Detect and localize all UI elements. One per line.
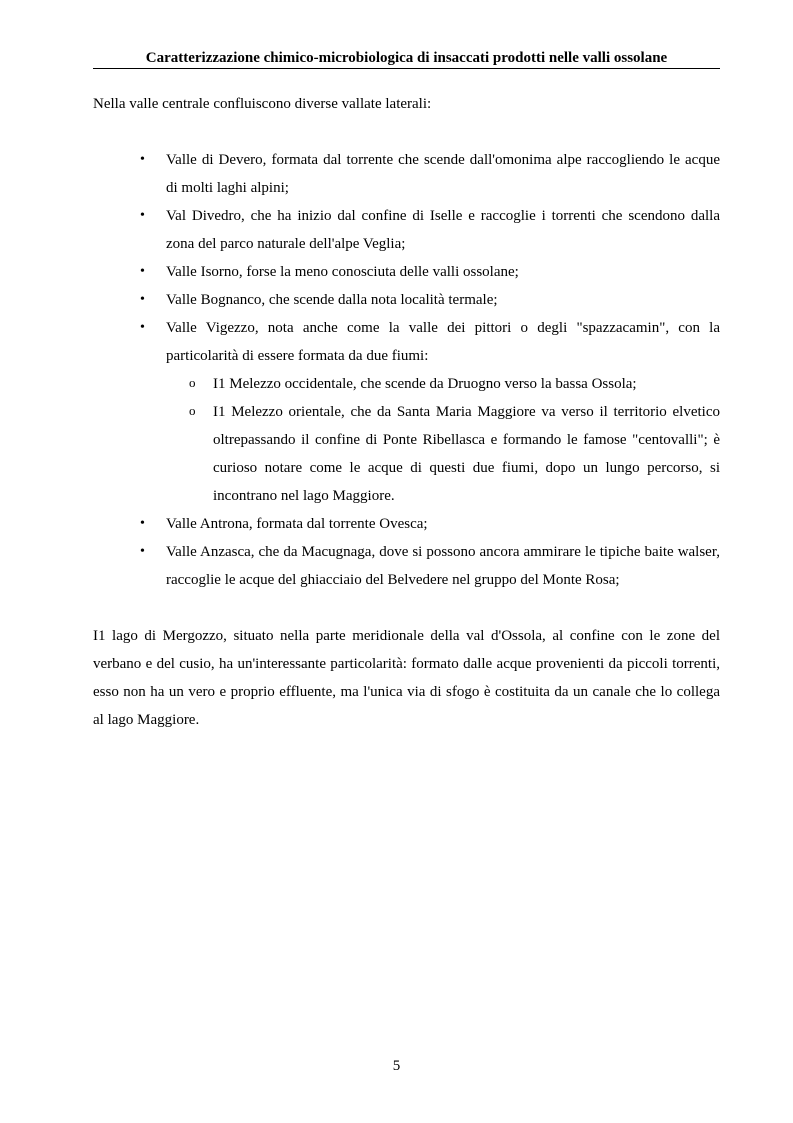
circle-bullet-icon: o xyxy=(189,375,196,390)
list-item-text: Valle Antrona, formata dal torrente Ovesca; xyxy=(166,516,428,532)
bullet-icon: • xyxy=(140,152,145,167)
list-item xyxy=(93,146,720,202)
list-item-text: Valle Vigezzo, nota anche come la valle dei pittori o degli "spazzacamin", con la particolarità di essere formata da due fiumi: xyxy=(166,320,720,364)
intro-paragraph: Nella valle centrale confluiscono diverse vallate laterali: xyxy=(93,96,432,112)
bullet-icon: • xyxy=(140,320,145,335)
bullet-icon: • xyxy=(140,264,145,279)
list-item-text: Val Divedro, che ha inizio dal confine di Iselle e raccoglie i torrenti che scendono dalla zona del parco naturale dell'alpe Veglia; xyxy=(166,208,720,252)
sub-list-item xyxy=(166,398,720,510)
list-item xyxy=(93,286,720,314)
river-sublist xyxy=(166,370,720,510)
bullet-icon: • xyxy=(140,544,145,559)
bullet-icon: • xyxy=(140,292,145,307)
page-content xyxy=(93,90,720,734)
bullet-icon: • xyxy=(140,516,145,531)
list-item-text: Valle Isorno, forse la meno conosciuta delle valli ossolane; xyxy=(166,264,519,280)
list-item xyxy=(93,538,720,594)
sub-list-item-text: I1 Melezzo occidentale, che scende da Druogno verso la bassa Ossola; xyxy=(213,376,637,392)
circle-bullet-icon: o xyxy=(189,403,196,418)
valley-list xyxy=(93,146,720,594)
list-item xyxy=(93,202,720,258)
list-item xyxy=(93,258,720,286)
list-item xyxy=(93,314,720,510)
sub-list-item xyxy=(166,370,720,398)
page-number: 5 xyxy=(392,1058,401,1074)
closing-paragraph: I1 lago di Mergozzo, situato nella parte meridionale della val d'Ossola, al confine con le zone del verbano e del cusio, ha un'interessante particolarità: formato dalle acque provenienti da piccoli torrenti, esso non ha un vero e proprio effluente, ma l'unica via di sfogo è costituita da un canale che lo collega al lago Maggiore. xyxy=(93,628,720,728)
sub-list-item-text: I1 Melezzo orientale, che da Santa Maria Maggiore va verso il territorio elvetico oltrepassando il confine di Ponte Ribellasca e formando le famose "centovalli"; è curioso notare come le acque di questi due fiumi, dopo un lungo percorso, si incontrano nel lago Maggiore. xyxy=(213,404,720,504)
list-item-text: Valle Anzasca, che da Macugnaga, dove si possono ancora ammirare le tipiche baite walser, raccoglie le acque del ghiacciaio del Belvedere nel gruppo del Monte Rosa; xyxy=(166,544,720,588)
list-item-text: Valle di Devero, formata dal torrente che scende dall'omonima alpe raccogliendo le acque di molti laghi alpini; xyxy=(166,152,720,196)
list-item xyxy=(93,510,720,538)
bullet-icon: • xyxy=(140,208,145,223)
running-header: Caratterizzazione chimico-microbiologica di insaccati prodotti nelle valli ossolane xyxy=(93,48,720,69)
list-item-text: Valle Bognanco, che scende dalla nota località termale; xyxy=(166,292,498,308)
